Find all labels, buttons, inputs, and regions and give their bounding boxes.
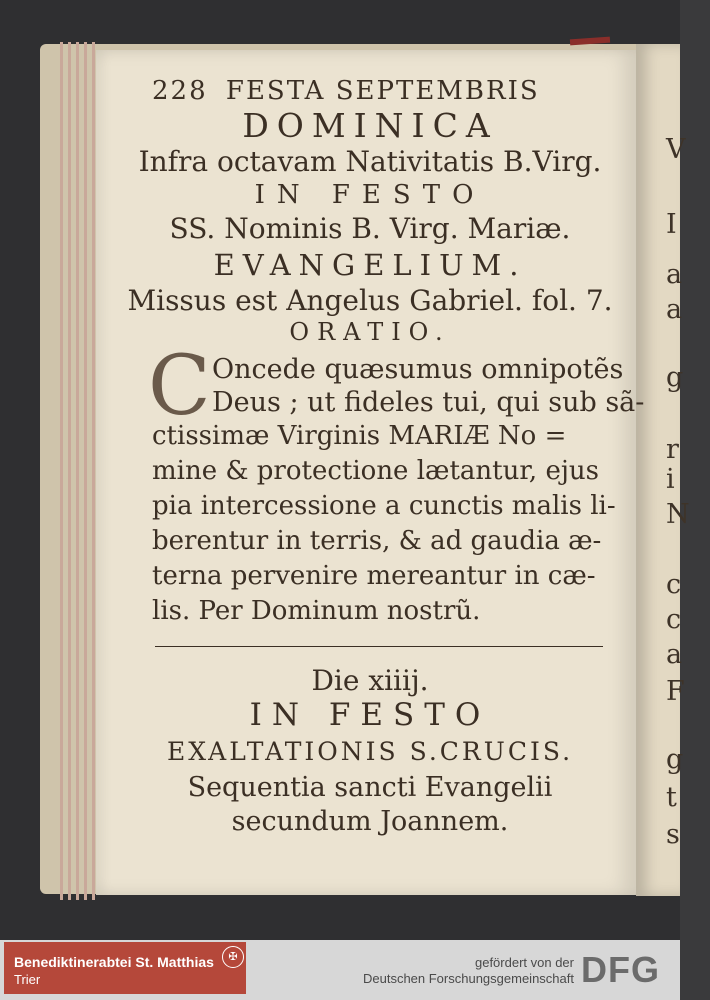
prayer-line: pia intercessione a cunctis malis li- bbox=[152, 491, 616, 521]
right-page-letter: c bbox=[666, 569, 682, 600]
dfg-logo[interactable]: DFG bbox=[581, 949, 660, 990]
right-page-letter: N bbox=[666, 499, 690, 530]
prayer-line: mine & protectione lætantur, ejus bbox=[152, 456, 599, 486]
gospel-reference: Missus est Angelus Gabriel. fol. 7. bbox=[127, 284, 613, 317]
abbey-emblem-icon: ✠ bbox=[222, 946, 244, 968]
right-page-letter: s bbox=[666, 819, 680, 850]
section-subtitle: Infra octavam Nativitatis B.Virg. bbox=[138, 145, 602, 178]
right-page-letter: i bbox=[666, 464, 675, 495]
feast-name: SS. Nominis B. Virg. Mariæ. bbox=[169, 212, 571, 245]
right-page-letter: I bbox=[666, 209, 677, 240]
right-page-letter: g bbox=[666, 362, 684, 393]
prayer-line: terna pervenire mereantur in cæ- bbox=[152, 561, 596, 591]
funding-line-1: gefördert von der bbox=[474, 955, 574, 970]
in-festo-heading: IN FESTO bbox=[254, 180, 486, 210]
evangelium-heading: EVANGELIUM. bbox=[213, 248, 527, 282]
secundum-line: secundum Joannem. bbox=[231, 806, 509, 837]
right-page-letter: g bbox=[666, 744, 684, 775]
page-number: 228 bbox=[152, 76, 208, 106]
right-page-letter: F bbox=[666, 676, 685, 707]
right-page-letter: t bbox=[666, 782, 677, 813]
section-divider bbox=[155, 646, 603, 647]
sequentia-line: Sequentia sancti Evangelii bbox=[187, 772, 553, 803]
prayer-line: berentur in terris, & ad gaudia æ- bbox=[152, 526, 602, 556]
prayer-line: lis. Per Dominum nostrũ. bbox=[152, 596, 481, 626]
right-page-letter: a bbox=[666, 259, 683, 290]
right-page-letter: a bbox=[666, 294, 683, 325]
right-page-letter: V bbox=[666, 134, 686, 165]
right-page-letter: r bbox=[666, 434, 679, 465]
in-festo-heading-2: IN FESTO bbox=[249, 697, 491, 733]
prayer-line: Deus ; ut fideles tui, qui sub sã- bbox=[212, 387, 645, 418]
right-page-letter: a bbox=[666, 639, 683, 670]
running-title: FESTA SEPTEMBRIS bbox=[225, 76, 540, 106]
funding-line-2: Deutschen Forschungsgemeinschaft bbox=[362, 971, 574, 986]
prayer-line: Oncede quæsumus omnipotẽs bbox=[212, 354, 624, 385]
institution-city: Trier bbox=[14, 972, 41, 987]
section-title-dominica: DOMINICA bbox=[242, 106, 498, 145]
drop-capital: C bbox=[148, 339, 211, 434]
right-page-letter: c bbox=[666, 604, 682, 635]
institution-name: Benediktinerabtei St. Matthias bbox=[14, 954, 214, 970]
date-heading: Die xiiij. bbox=[311, 664, 429, 697]
feast-name-2: EXALTATIONIS S.CRUCIS. bbox=[166, 737, 574, 766]
running-header bbox=[152, 76, 540, 106]
oratio-heading: ORATIO. bbox=[289, 318, 451, 346]
prayer-line: ctissimæ Virginis MARIÆ No = bbox=[152, 421, 567, 451]
